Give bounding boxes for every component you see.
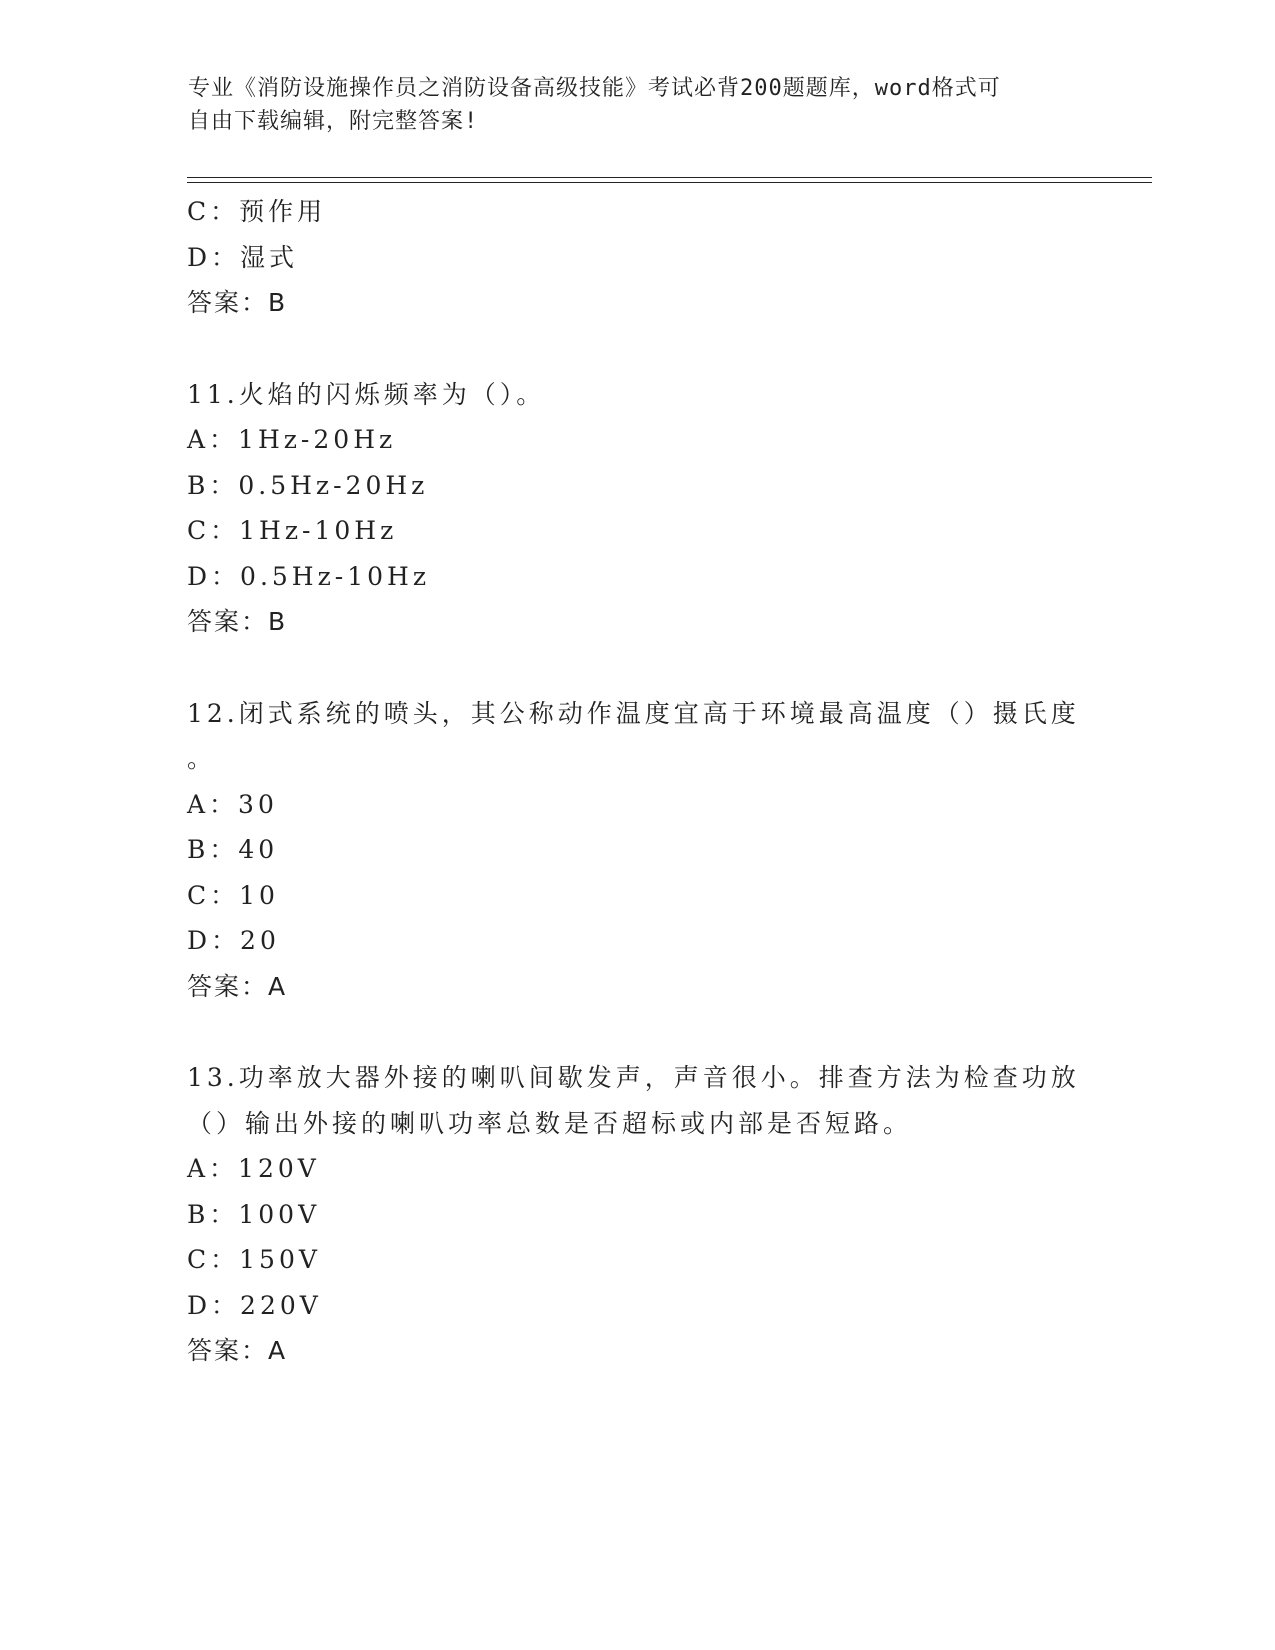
option-c: C：10 bbox=[187, 880, 279, 910]
question-12-stem: 12.闭式系统的喷头，其公称动作温度宜高于环境最高温度（）摄氏度 bbox=[187, 698, 1080, 728]
answer: 答案：A bbox=[187, 971, 288, 1001]
option-b: B：100V bbox=[187, 1199, 321, 1229]
option-a: A：30 bbox=[187, 789, 278, 819]
question-gap bbox=[187, 645, 1087, 691]
option-c: C：预作用 bbox=[187, 197, 327, 226]
option-d: D：220V bbox=[187, 1290, 322, 1320]
answer: 答案：A bbox=[187, 1336, 288, 1365]
question-12-stem-continued: 。 bbox=[187, 744, 217, 773]
header-divider-top bbox=[187, 177, 1152, 178]
question-gap bbox=[187, 326, 1087, 372]
option-a: A：1Hz-20Hz bbox=[187, 425, 397, 454]
option-d: D：0.5Hz-10Hz bbox=[187, 561, 431, 591]
question-11-stem: 11.火焰的闪烁频率为（）。 bbox=[187, 379, 546, 409]
question-gap bbox=[187, 1009, 1087, 1055]
option-c: C：1Hz-10Hz bbox=[187, 516, 398, 545]
option-a: A：120V bbox=[187, 1154, 320, 1183]
option-c: C：150V bbox=[187, 1245, 321, 1274]
option-d: D：20 bbox=[187, 926, 280, 955]
answer: 答案：B bbox=[187, 288, 288, 317]
answer: 答案：B bbox=[187, 607, 288, 636]
header-line-1: 专业《消防设施操作员之消防设备高级技能》考试必背200题题库，word格式可 bbox=[188, 76, 1001, 101]
question-content bbox=[187, 189, 1087, 1374]
option-d: D：湿式 bbox=[187, 242, 299, 272]
option-b: B：0.5Hz-20Hz bbox=[187, 470, 429, 500]
header-line-2: 自由下载编辑，附完整答案! bbox=[188, 109, 479, 134]
document-header bbox=[188, 72, 1068, 138]
question-13-stem-continued: （）输出外接的喇叭功率总数是否超标或内部是否短路。 bbox=[187, 1108, 913, 1138]
option-b: B：40 bbox=[187, 835, 279, 864]
question-13-stem: 13.功率放大器外接的喇叭间歇发声，声音很小。排查方法为检查功放 bbox=[187, 1063, 1080, 1092]
header-divider-bottom bbox=[187, 182, 1152, 183]
